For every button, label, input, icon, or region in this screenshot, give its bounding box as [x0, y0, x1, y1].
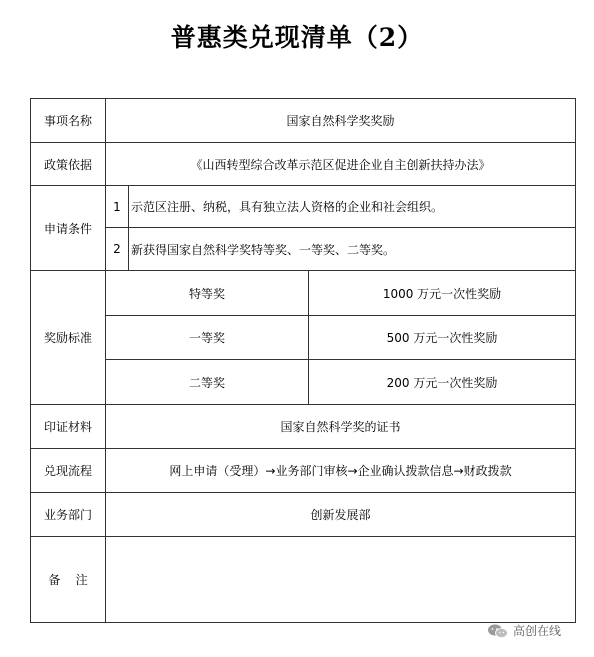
reward-amount: 500 万元一次性奖励	[309, 316, 576, 360]
label-process: 兑现流程	[31, 449, 106, 493]
label-conditions: 申请条件	[31, 186, 106, 271]
row-condition-1	[31, 186, 576, 228]
wechat-icon	[487, 623, 509, 639]
value-department: 创新发展部	[106, 493, 576, 537]
condition-number: 2	[106, 228, 129, 271]
reward-level: 二等奖	[106, 360, 309, 405]
value-process: 网上申请（受理）→业务部门审核→企业确认拨款信息→财政拨款	[106, 449, 576, 493]
row-process	[31, 449, 576, 493]
label-remarks: 备 注	[31, 537, 106, 623]
reward-amount: 200 万元一次性奖励	[309, 360, 576, 405]
watermark	[487, 622, 561, 639]
condition-text: 示范区注册、纳税，具有独立法人资格的企业和社会组织。	[129, 186, 576, 228]
row-condition-2	[31, 228, 576, 271]
label-reward: 奖励标准	[31, 271, 106, 405]
redemption-table	[30, 98, 576, 623]
row-item-name	[31, 99, 576, 143]
row-reward-3	[31, 360, 576, 405]
row-policy	[31, 143, 576, 186]
page-title: 普惠类兑现清单（2）	[170, 23, 424, 52]
reward-amount: 1000 万元一次性奖励	[309, 271, 576, 316]
row-reward-1	[31, 271, 576, 316]
label-department: 业务部门	[31, 493, 106, 537]
value-item-name: 国家自然科学奖奖励	[106, 99, 576, 143]
label-item-name: 事项名称	[31, 99, 106, 143]
watermark-text: 高创在线	[513, 624, 562, 638]
row-remarks	[31, 537, 576, 623]
condition-number: 1	[106, 186, 129, 228]
row-department	[31, 493, 576, 537]
row-reward-2	[31, 316, 576, 360]
row-materials	[31, 405, 576, 449]
label-materials: 印证材料	[31, 405, 106, 449]
label-policy: 政策依据	[31, 143, 106, 186]
value-remarks	[106, 537, 576, 623]
value-policy: 《山西转型综合改革示范区促进企业自主创新扶持办法》	[106, 143, 576, 186]
condition-text: 新获得国家自然科学奖特等奖、一等奖、二等奖。	[129, 228, 576, 271]
reward-level: 一等奖	[106, 316, 309, 360]
value-materials: 国家自然科学奖的证书	[106, 405, 576, 449]
reward-level: 特等奖	[106, 271, 309, 316]
